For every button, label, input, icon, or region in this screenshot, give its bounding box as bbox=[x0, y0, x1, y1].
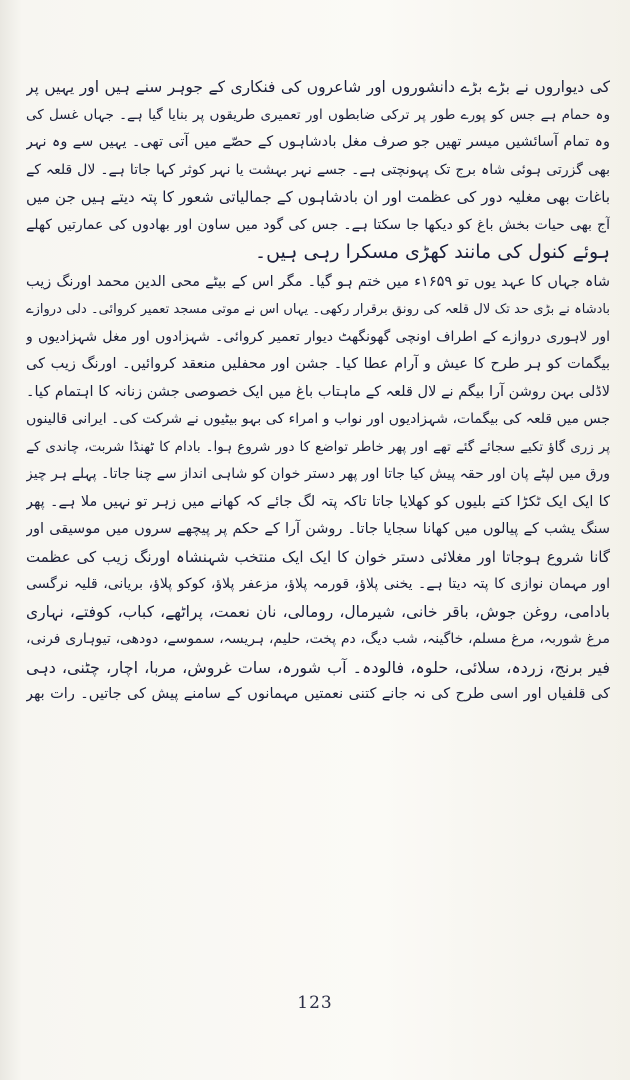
text-line: جس میں قلعہ کی بیگمات، شہزادیوں اور نواب و امراء کی بہو بیٹیوں نے شرکت کی۔ ایرانی قالینوں bbox=[26, 411, 610, 427]
text-line: کی دیواروں نے بڑے بڑے دانشوروں اور شاعروں کی فنکاری کے جوہر سنے ہیں اور یہیں پر bbox=[26, 78, 610, 96]
text-line: اور لاہوری دروازے کے اطراف اونچی گھونگھٹ دیوار تعمیر کروائی۔ شہزادوں اور مغل شہزادیوں و bbox=[26, 328, 610, 345]
text-line: شاہ جہاں کا عہد یوں تو ۱۶۵۹ء میں ختم ہو گیا۔ مگر اس کے بیٹے محی الدین محمد اورنگ زیب bbox=[26, 273, 610, 290]
text-line: بادامی، روغن جوش، باقر خانی، شیرمال، رومالی، نان نعمت، پراٹھے، کباب، کوفتے، نہاری bbox=[26, 602, 610, 621]
text-line: باغات بھی مغلیہ دور کی عظمت اور ان بادشاہوں کے جمالیاتی شعور کا پتہ دیتے ہیں جن میں bbox=[26, 188, 610, 206]
text-line: اور مہمان نوازی کا پتہ دیتا ہے۔ یخنی پلاؤ، قورمہ پلاؤ، مزعفر پلاؤ، کوکو پلاؤ، بریانی، قلیہ نرگسی bbox=[26, 576, 610, 592]
text-line: ورق میں لپٹے پان اور حقہ پیش کیا جاتا اور پھر دستر خوان کو شاہی انداز سے چنا جاتا۔ پہلے ہر چیز bbox=[26, 466, 610, 482]
text-line: سنگ یشب کے پیالوں میں کھانا سجایا جاتا۔ روشن آرا کے حکم پر پیچھے سروں میں موسیقی اور bbox=[26, 521, 610, 537]
page-number: 123 bbox=[297, 993, 333, 1013]
text-line: کا ایک ایک ٹکڑا کتے بلیوں کو کھلایا جاتا تاکہ پتہ لگ جائے کہ کھانے میں زہر تو نہیں ملا ہے۔ پھر bbox=[26, 493, 610, 510]
text-line: گانا شروع ہوجاتا اور مغلائی دستر خوان کا ایک ایک منتخب شہنشاہ اورنگ زیب کی عظمت bbox=[26, 547, 610, 566]
paragraph-2 bbox=[26, 269, 610, 709]
text-line: پر زری گاؤ تکیے سجائے گئے تھے اور پھر خاطر تواضع کا دور شروع ہوا۔ بادام کا ٹھنڈا شربت، چاندی کے bbox=[26, 438, 610, 455]
text-line: فیر برنج، زردہ، سلائی، حلوہ، فالودہ۔ آب شورہ، سات غروش، مربا، اچار، چٹنی، دہی bbox=[26, 657, 610, 677]
body-text bbox=[26, 74, 610, 709]
text-line: مرغ شوربہ، مرغ مسلم، خاگینہ، شب دیگ، دم پخت، حلیم، ہریسہ، سموسے، دودھی، تیوہاری فرنی، bbox=[26, 631, 610, 647]
text-line-last: ہوئے کنول کی مانند کھڑی مسکرا رہی ہیں۔ bbox=[254, 241, 610, 263]
text-line: وہ تمام آسائشیں میسر تھیں جو صرف مغل بادشاہوں کے حصّے میں آتی تھی۔ یہیں سے وہ نہر bbox=[26, 134, 610, 150]
text-line: بادشاہ نے بڑی حد تک لال قلعہ کی رونق برقرار رکھی۔ یہاں اس نے موتی مسجد تعمیر کروائی۔ دلی دروازے bbox=[26, 302, 610, 317]
text-line: بیگمات کو ہر طرح کا عیش و آرام عطا کیا۔ جشن اور محفلیں منعقد کروائیں۔ اورنگ زیب کی bbox=[26, 356, 610, 372]
text-line: بھی گزرتی ہوئی شاہ برج تک پہونچتی ہے۔ جسے نہر بہشت یا نہر کوثر کہا جاتا ہے۔ لال قلعہ کے bbox=[26, 161, 610, 178]
text-line: کی قلفیاں اور اسی طرح کی نہ جانے کتنی نعمتیں مہمانوں کے سامنے پیش کی جاتیں۔ رات بھر bbox=[26, 686, 610, 702]
text-line: وہ حمام ہے جس کو پورے طور پر ترکی ضابطوں اور تعمیری طریقوں پر بنایا گیا ہے۔ جہاں غسل کی bbox=[26, 106, 610, 123]
text-line: لاڈلی بہن روشن آرا بیگم نے لال قلعہ کے ماہتاب باغ میں ایک خصوصی جشن زنانہ کا اہتمام کیا۔ bbox=[26, 383, 610, 400]
text-line: آج بھی حیات بخش باغ کو دیکھا جا سکتا ہے۔ جس کی گود میں ساون اور بھادوں کی عمارتیں کھلے bbox=[26, 216, 610, 233]
paragraph-1 bbox=[26, 74, 610, 267]
